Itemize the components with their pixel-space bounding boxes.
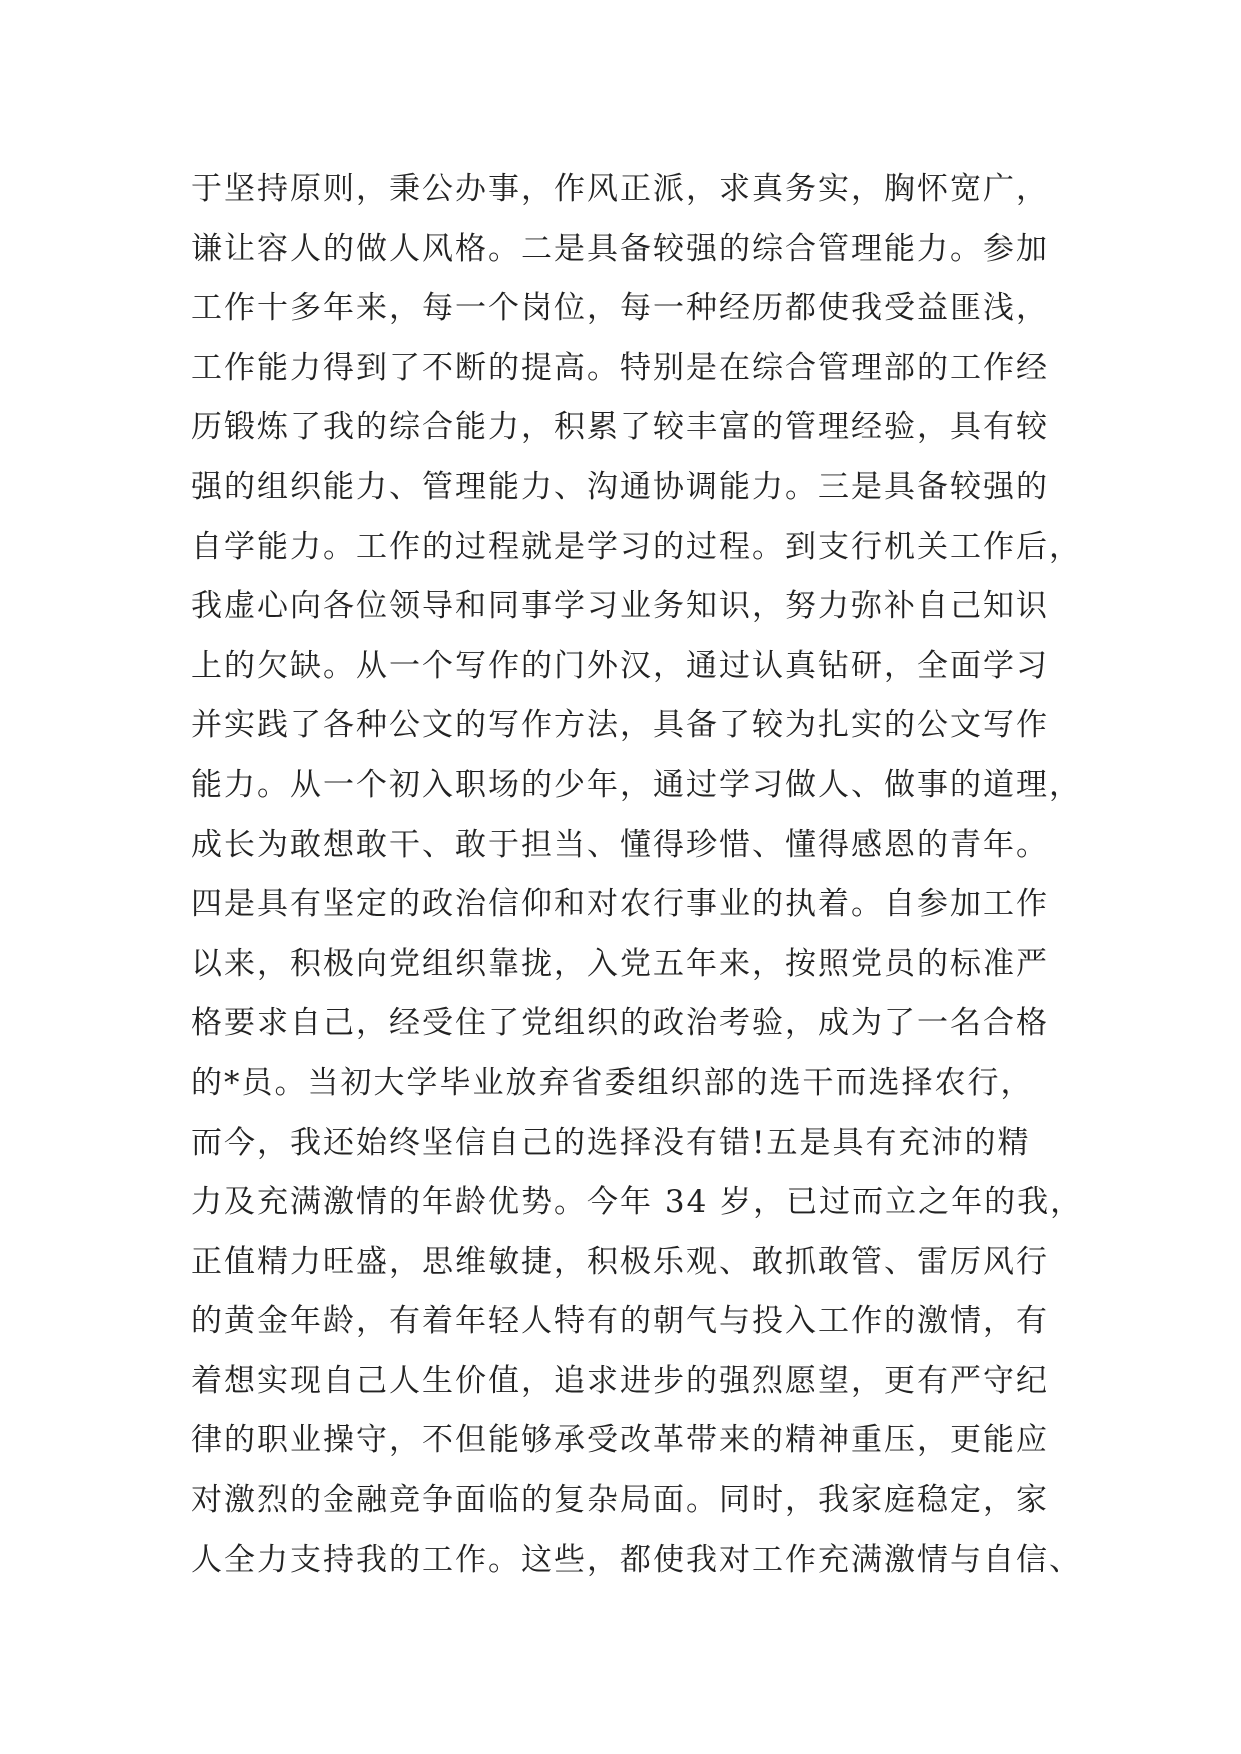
- text-line: 的黄金年龄，有着年轻人特有的朝气与投入工作的激情，有: [191, 1303, 1049, 1340]
- text-line: 格要求自己，经受住了党组织的政治考验，成为了一名合格: [191, 1005, 1049, 1042]
- text-line: 能力。从一个初入职场的少年，通过学习做人、做事的道理，: [191, 766, 1082, 803]
- text-line: 工作能力得到了不断的提高。特别是在综合管理部的工作经: [191, 349, 1049, 386]
- text-line: 谦让容人的做人风格。二是具备较强的综合管理能力。参加: [191, 230, 1049, 267]
- text-line: 上的欠缺。从一个写作的门外汉，通过认真钻研，全面学习: [191, 647, 1049, 684]
- text-line: 工作十多年来，每一个岗位，每一种经历都使我受益匪浅，: [191, 290, 1049, 327]
- text-line: 正值精力旺盛，思维敏捷，积极乐观、敢抓敢管、雷厉风行: [191, 1243, 1049, 1280]
- text-line: 以来，积极向党组织靠拢，入党五年来，按照党员的标准严: [191, 945, 1049, 982]
- text-line: 人全力支持我的工作。这些，都使我对工作充满激情与自信、: [191, 1541, 1082, 1578]
- text-line: 强的组织能力、管理能力、沟通协调能力。三是具备较强的: [191, 468, 1049, 505]
- text-line: 于坚持原则，秉公办事，作风正派，求真务实，胸怀宽广，: [191, 171, 1049, 207]
- text-line: 四是具有坚定的政治信仰和对农行事业的执着。自参加工作: [191, 886, 1049, 923]
- text-line: 成长为敢想敢干、敢于担当、懂得珍惜、懂得感恩的青年。: [191, 826, 1049, 863]
- text-line: 并实践了各种公文的写作方法，具备了较为扎实的公文写作: [191, 707, 1049, 744]
- text-line: 的*员。当初大学毕业放弃省委组织部的选干而选择农行，: [191, 1064, 1034, 1101]
- text-line: 而今，我还始终坚信自己的选择没有错!五是具有充沛的精: [191, 1124, 1031, 1161]
- text-line: 着想实现自己人生价值，追求进步的强烈愿望，更有严守纪: [191, 1362, 1049, 1399]
- text-line: 力及充满激情的年龄优势。今年 34 岁，已过而立之年的我，: [191, 1184, 1084, 1221]
- body-text: [191, 160, 1084, 1590]
- text-line: 对激烈的金融竞争面临的复杂局面。同时，我家庭稳定，家: [191, 1482, 1049, 1519]
- text-line: 我虚心向各位领导和同事学习业务知识，努力弥补自己知识: [191, 588, 1049, 625]
- text-line: 自学能力。工作的过程就是学习的过程。到支行机关工作后，: [191, 528, 1082, 565]
- text-line: 历锻炼了我的综合能力，积累了较丰富的管理经验，具有较: [191, 409, 1049, 446]
- text-line: 律的职业操守，不但能够承受改革带来的精神重压，更能应: [191, 1422, 1049, 1459]
